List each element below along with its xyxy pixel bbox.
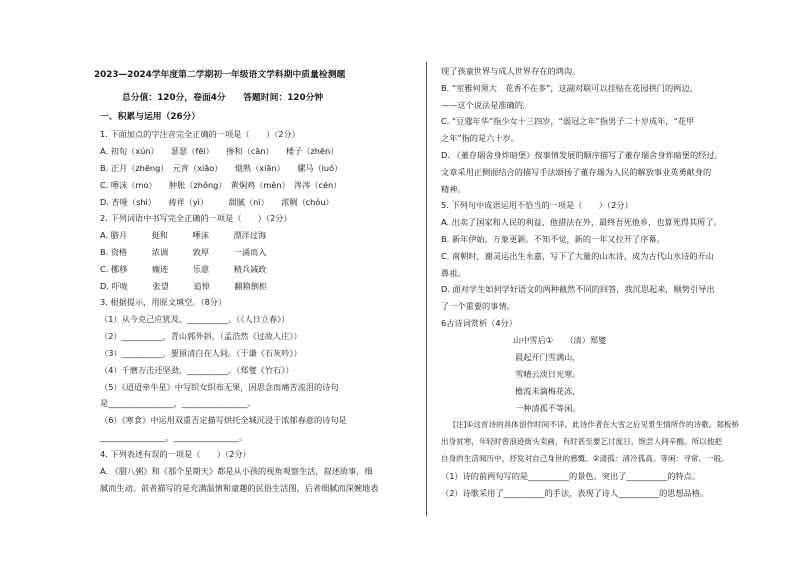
exam-subtitle: 总分值：120分，卷面4分 答题时间：120分钟 (122, 93, 324, 103)
q5-option-c-1: C. 南朝时，谢灵运出生永嘉，写下了大量的山水诗，成为古代山水诗的开山 (441, 251, 714, 261)
exam-title: 2023—2024学年度第二学期初一年级语文学科期中质量检测题 (94, 70, 346, 80)
q2-option-b: B. 资格 浓调 敦厚 一涌而入 (100, 247, 267, 257)
q2-option-d: D. 吓咙 张望 追悼 翻箱倒柜 (100, 281, 268, 291)
q3-line-6b: ________________，________________。 (100, 432, 248, 442)
poem-note-3: 自身的生活阅历中，抒发对自己身世的感慨。②清孤：清冷孤高。等闲：寻常、一般。 (441, 454, 729, 463)
q1-stem: 1. 下面加点的字注音完全正确的一项是（ ）（2分） (100, 129, 300, 139)
column-divider (426, 62, 427, 516)
q5-option-d-2: 了一个重要的事情。 (441, 301, 515, 311)
poem-line-1: 晨起开门雪满山， (515, 352, 581, 362)
q5-option-d-1: D. 面对学生如何学好语文的两种截然不同的回答，我沉思起来，顺势引导出 (441, 284, 715, 294)
poem-title: 山中雪后① （清）郑燮 (513, 335, 607, 345)
q4-option-c-2: 之年”指的是六十岁。 (441, 133, 519, 143)
q3-line-6a: （6）《寒食》中运用双重否定描写烘托全城沉浸于浓郁春意的诗句是 (100, 415, 347, 425)
q5-option-a: A. 出卖了国家和人民的利益，他措法在外，最终吾死他乡，也算死得其所了。 (441, 217, 722, 227)
q4-option-b-1: B. “室雅何须大 花香不在多”，这副对联可以挂贴在花园拱门的两边。 (441, 83, 698, 93)
q3-line-4: （4）千磨万击还坚劲，__________。（郑燮《竹石》） (100, 365, 294, 375)
q2-option-c: C. 挪移 瘸迹 乐意 精兵减政 (100, 264, 267, 274)
q4-stem: 4. 下列表述有误的一项是（ ）（2分） (100, 449, 251, 459)
q6-stem: 6古诗词赏析（4分） (441, 318, 517, 328)
q6-answer-1: （1）诗的前两句写的是__________的景色。突出了__________的特点。 (441, 471, 701, 481)
q4-option-d-2: 文章采用正侧面结合的描写手法颂扬了董存瑞为人民的解放事业英勇献身的 (441, 167, 712, 177)
q6-answer-2: （2）诗歌采用了__________的手法，表现了诗人__________的思想品格。 (441, 488, 709, 498)
q1-option-c: C. 唾沫（mo） 肿胀（zhǒng） 黄焖鸡（mèn） 涔涔（cén） (100, 180, 342, 190)
q5-option-b: B. 新年伊始，万象更新。不知不觉，新的一年又拉开了序幕。 (441, 234, 665, 244)
q3-line-2: （2）__________，青山郭外斜。（孟浩然《过故人庄》） (100, 331, 302, 341)
poem-line-4: 一种清孤不等闲。 (515, 403, 581, 413)
q1-option-a: A. 初旬（xún） 瑟瑟（fēi） 掺和（cān） 楼子（zhēn） (100, 146, 339, 156)
q3-line-5b: 是________________，________________。 (100, 398, 256, 408)
q4-option-a-3: 现了孩童世界与成人世界存在的鸿沟。 (441, 66, 581, 76)
q3-line-1: （1）从今克己应犹及，__________。（《人日立春》） (100, 314, 290, 324)
left-column (94, 0, 418, 561)
poem-note-1: [注]①这首诗的具体创作时间不详。此诗作者在大雪之后见景生情所作的诗歌。郑板桥 (453, 420, 740, 429)
q1-option-b: B. 正月（zhēng） 元宵（xiāo） 烟熟（xiān） 骡马（luó） (100, 163, 343, 173)
q1-option-d: D. 杏哑（shì） 祷祥（yì） 甜腻（nì） 浓稠（chóu） (100, 197, 334, 207)
poem-line-2: 雪晴云淡日光寒。 (515, 369, 581, 379)
q3-line-3: （3）__________，要留清白在人间。（于谦《石灰吟》） (100, 348, 302, 358)
q4-option-a-1: A. 《腊八粥》和《那个星期天》都是从小孩的视角观察生活，叙述故事，细 (100, 466, 373, 476)
q5-option-c-2: 鼻祖。 (441, 268, 466, 278)
q2-stem: 2. 下列词语中书写完全正确的一项是（ ）（2分） (100, 213, 292, 223)
q3-line-5a: （5）《迢迢牵牛星》中写织女织布无果，因思念而痛苦流泪的诗句 (100, 382, 339, 392)
q4-option-b-2: ——这个说法是准确的。 (441, 100, 532, 110)
q4-option-d-1: D. 《董存瑞舍身炸暗堡》按事情发展的顺序描写了董存瑞舍身炸暗堡的经过。 (441, 150, 723, 160)
right-column (441, 0, 759, 561)
section-heading: 一、积累与运用（26分） (100, 112, 201, 122)
q2-option-a: A. 腊月 挺和 唾沫 漂洋过海 (100, 230, 267, 240)
q3-stem: 3. 根据提示，用原文填空。（8分） (100, 297, 227, 307)
q4-option-a-2: 腻而生动。前者描写的是充满温情和童趣的民俗生活图，后者细腻而深婉地表 (100, 483, 379, 493)
q5-stem: 5. 下列句中成语运用不恰当的一项是（ ）（2分） (441, 200, 633, 210)
poem-line-3: 檐流未滴梅花冻， (515, 386, 581, 396)
q4-option-c-1: C. “豆蔻年华”指少女十三四岁，“弱冠之年”指男子二十岁成年，“花甲 (441, 116, 695, 126)
q4-option-d-3: 精神。 (441, 184, 466, 194)
poem-note-2: 出身贫寒，年轻时曾浪迹街头卖画，有时甚至要乞讨度日，饱尝人间辛酸。所以他把 (441, 437, 722, 446)
